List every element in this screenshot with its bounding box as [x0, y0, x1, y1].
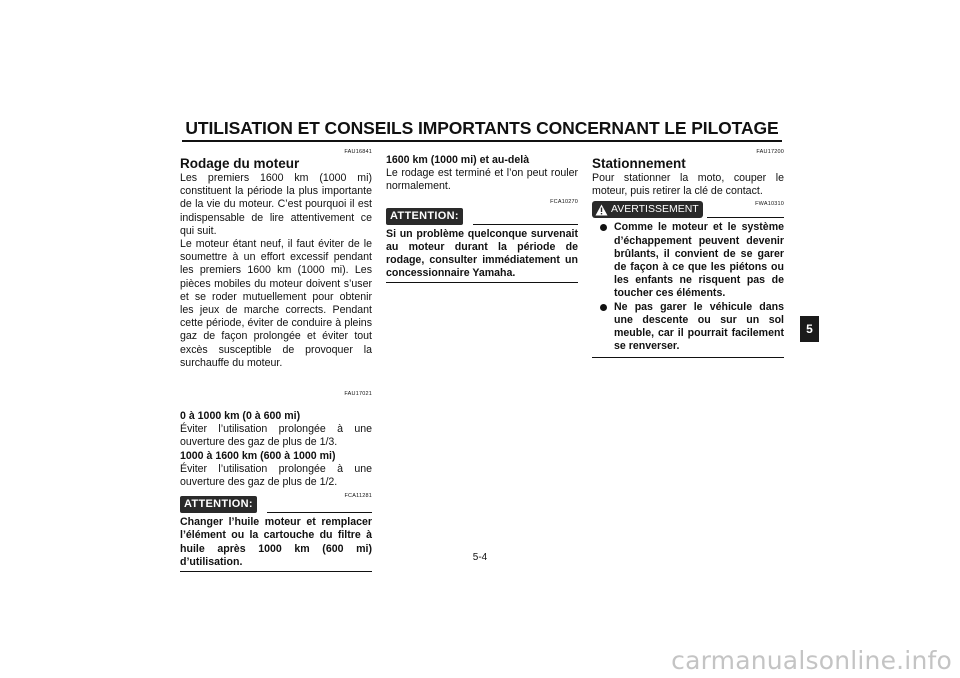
- paragraph: Éviter l’utilisation prolongée à une ouverture des gaz de plus de 1/2.: [180, 462, 372, 489]
- page-number: 5-4: [472, 552, 488, 563]
- subheading: 1000 à 1600 km (600 à 1000 mi): [180, 449, 336, 462]
- reference-code: FCA10270: [550, 198, 578, 205]
- warning-label: AVERTISSEMENT: [611, 203, 699, 216]
- list-item-text: Comme le moteur et le système d’échappement peuvent devenir brûlants, il convient de se garer de façon à ce que les piétons ou les enfants ne risquent pas de toucher ces éléments.: [614, 221, 784, 300]
- title-rule: [182, 140, 782, 142]
- reference-code: FAU17200: [756, 149, 784, 155]
- paragraph: Les premiers 1600 km (1000 mi) constituent la période la plus importante de la vie du moteur. C’est pourquoi il est indispensable de lire attentivement ce qui suit.: [180, 172, 372, 237]
- reference-code: FWA10310: [755, 201, 784, 208]
- reference-code: FAU16841: [344, 149, 372, 155]
- paragraph: Pour stationner la moto, couper le moteur, puis retirer la clé de contact.: [592, 172, 784, 198]
- paragraph: Éviter l’utilisation prolongée à une ouverture des gaz de plus de 1/3.: [180, 423, 372, 449]
- attention-label: ATTENTION:: [180, 496, 257, 513]
- attention-header: [386, 208, 578, 225]
- divider: [267, 512, 372, 513]
- reference-code: FCA11281: [344, 493, 372, 500]
- list-item: [592, 221, 784, 300]
- subheading: 1600 km (1000 mi) et au-delà: [386, 154, 530, 166]
- subheading: 0 à 1000 km (0 à 600 mi): [180, 410, 301, 423]
- watermark: carmanualsonline.info: [671, 646, 952, 675]
- paragraph: Le moteur étant neuf, il faut éviter de le soumettre à un effort excessif pendant les premiers 1600 km (1000 mi). Les pièces mobiles du moteur doivent s’user et se roder mutuellement pour obtenir les jeux de marche corrects. Pendant cette période, éviter de conduire à pleins gaz de façon prolongée et éviter tout excès susceptible de provoquer la surchauffe du moteur.: [180, 238, 372, 369]
- column-3: [592, 148, 784, 358]
- list-item-text: Ne pas garer le véhicule dans une descente ou sur un sol meuble, car il pourrait facilement se renverser.: [614, 300, 784, 353]
- attention-label: ATTENTION:: [386, 208, 463, 225]
- list-item: [592, 301, 784, 354]
- bullet-icon: [600, 304, 607, 311]
- attention-text: Si un problème quelconque survenait au moteur durant la période de rodage, consulter immédiatement un concessionnaire Yamaha.: [386, 228, 578, 284]
- paragraph: Le rodage est terminé et l’on peut rouler normalement.: [386, 167, 578, 193]
- column-2: [386, 148, 578, 283]
- chapter-tab: 5: [800, 316, 819, 342]
- page-title: UTILISATION ET CONSEILS IMPORTANTS CONCERNANT LE PILOTAGE: [185, 118, 779, 138]
- divider: [707, 217, 784, 218]
- reference-code: FAU17021: [344, 391, 372, 398]
- section-heading-rodage: Rodage du moteur: [180, 156, 300, 171]
- divider: [473, 224, 578, 225]
- warning-triangle-icon: [595, 204, 608, 216]
- warning-list: [592, 221, 784, 358]
- column-1: [180, 148, 372, 572]
- warning-label-box: [592, 201, 703, 218]
- bullet-icon: [600, 224, 607, 231]
- attention-text: Changer l’huile moteur et remplacer l’élément ou la cartouche du filtre à huile après 1000 km (600 mi) d’utilisation.: [180, 516, 372, 572]
- section-heading-stationnement: Stationnement: [592, 156, 686, 171]
- attention-header: [180, 496, 372, 513]
